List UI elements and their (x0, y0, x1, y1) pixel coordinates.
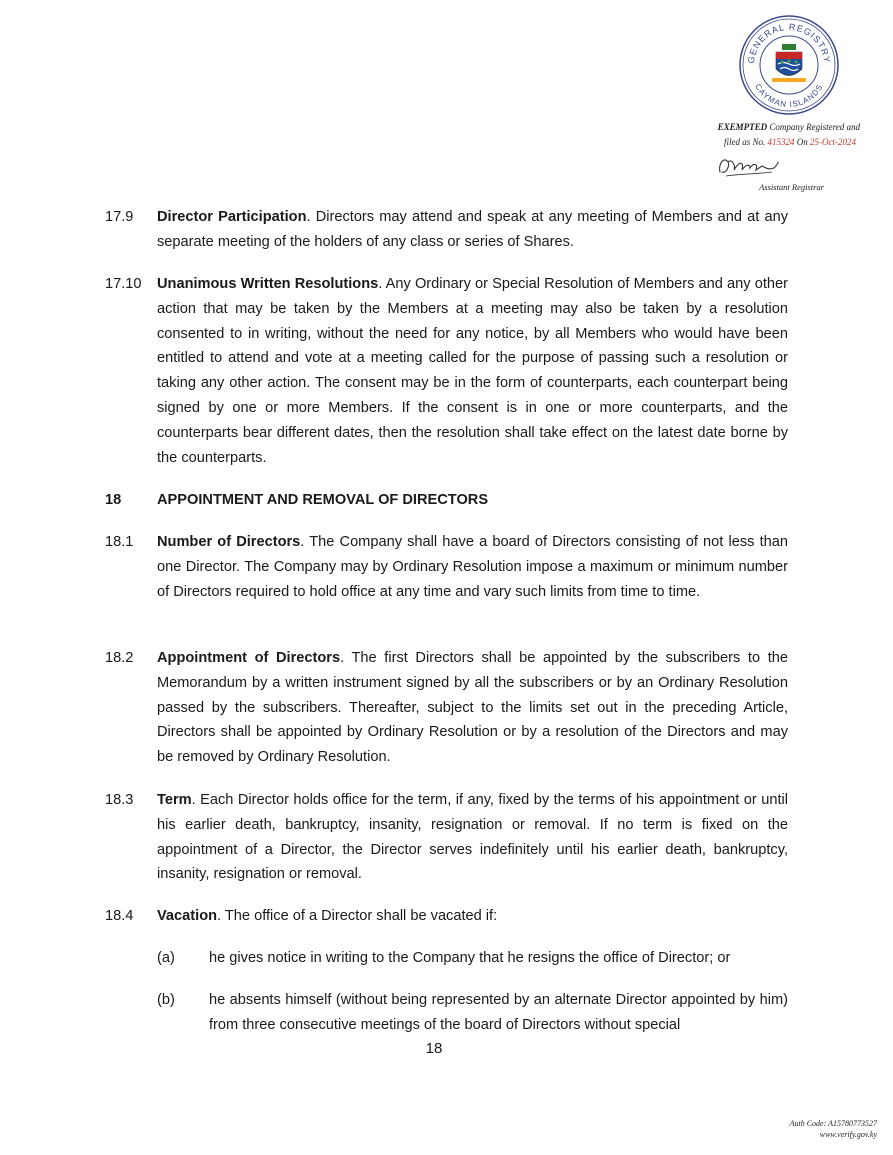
registration-line: EXEMPTED Company Registered and (717, 122, 860, 132)
clause-text (157, 205, 788, 255)
subclause-text: he absents himself (without being represented by an alternate Director appointed by him) from three consecutive meetings of the board of Directors without special (209, 992, 788, 1033)
clause-17-10 (105, 272, 788, 470)
clause-title: Vacation (157, 908, 218, 924)
clause-text (157, 646, 788, 770)
clause-text (157, 788, 788, 887)
clause-text (157, 904, 788, 929)
filing-line: filed as No. 415324 On 25-Oct-2024 (723, 137, 856, 147)
clause-title: Term (157, 792, 192, 808)
clause-18-2 (105, 646, 788, 770)
page-number: 18 (425, 1040, 443, 1057)
clause-text (157, 272, 788, 470)
clause-number: 18.2 (105, 650, 134, 666)
clause-title: Appointment of Directors (157, 650, 341, 666)
filing-date: 25-Oct-2024 (810, 137, 856, 147)
clause-body: . The first Directors shall be appointed by the subscribers to the Memorandum by a written instrument signed by all the subscribers or by an Ordinary Resolution passed by the subscribers. Thereafter, subject to the limits set out in the preceding Article, Directors shall be appointed by Ordinary Resolution or by a resolution of the Directors and may be removed by Ordinary Resolution. (157, 650, 789, 766)
assistant-registrar-label: Assistant Registrar (759, 182, 824, 192)
filing-number: 415324 (767, 137, 795, 147)
clause-title: Director Participation (157, 209, 307, 225)
clause-body: . The Company shall have a board of Directors consisting of not less than one Director. The Company may by Ordinary Resolution impose a maximum or minimum number of Directors required to hold office at any time and vary such limits from time to time. (157, 534, 788, 600)
svg-text:CAYMAN ISLANDS: CAYMAN ISLANDS (753, 82, 825, 110)
svg-text:GENERAL REGISTRY: GENERAL REGISTRY (745, 21, 833, 64)
clause-18-1 (105, 530, 788, 604)
clause-body: . The office of a Director shall be vacated if: (217, 908, 498, 924)
auth-code: Auth Code: A15780773527 (789, 1119, 877, 1128)
section-18-heading (105, 488, 788, 513)
general-registry-seal (738, 14, 840, 116)
section-number: 18 (105, 492, 122, 508)
section-heading: APPOINTMENT AND REMOVAL OF DIRECTORS (157, 492, 489, 508)
clause-body: . Any Ordinary or Special Resolution of Members and any other action that may be taken by the Members at a meeting may also be taken by a resolution consented to in writing, without the need for any notice, by all Members who would have been entitled to attend and vote at a meeting called for the purpose of passing such a resolution or taking any other action. The consent may be in the form of counterparts, each counterpart being signed by one or more Members. If the consent is in one or more counterparts, and the counterparts bear different dates, then the resolution shall take effect on the latest date borne by the counterparts. (157, 276, 788, 466)
clause-text (157, 530, 788, 604)
clause-number: 17.10 (105, 276, 142, 292)
subclause-b (157, 988, 788, 1038)
verify-website: www.verify.gov.ky (819, 1130, 877, 1139)
clause-number: 18.3 (105, 792, 134, 808)
clause-number: 17.9 (105, 209, 134, 225)
clause-18-3 (105, 788, 788, 887)
clause-title: Number of Directors (157, 534, 301, 550)
clause-body: . Each Director holds office for the term, if any, fixed by the terms of his appointment or until his earlier death, bankruptcy, insanity, resignation or removal. If no term is fixed on the appointment of a Director, the Director serves indefinitely until his earlier death, bankruptcy, insanity, resignation or removal. (157, 792, 788, 883)
subclause-text: he gives notice in writing to the Company that he resigns the office of Director; or (209, 950, 731, 966)
clause-number: 18.4 (105, 908, 134, 924)
subclause-label: (b) (157, 992, 175, 1008)
clause-body: . Directors may attend and speak at any meeting of Members and at any separate meeting of the holders of any class or series of Shares. (157, 209, 788, 250)
verification-footer (790, 1118, 877, 1140)
subclause-a (157, 946, 788, 971)
clause-title: Unanimous Written Resolutions (157, 276, 379, 292)
clause-18-4 (105, 904, 788, 929)
subclause-label: (a) (157, 950, 175, 966)
clause-number: 18.1 (105, 534, 134, 550)
clause-17-9 (105, 205, 788, 255)
handwritten-signature (716, 150, 780, 180)
